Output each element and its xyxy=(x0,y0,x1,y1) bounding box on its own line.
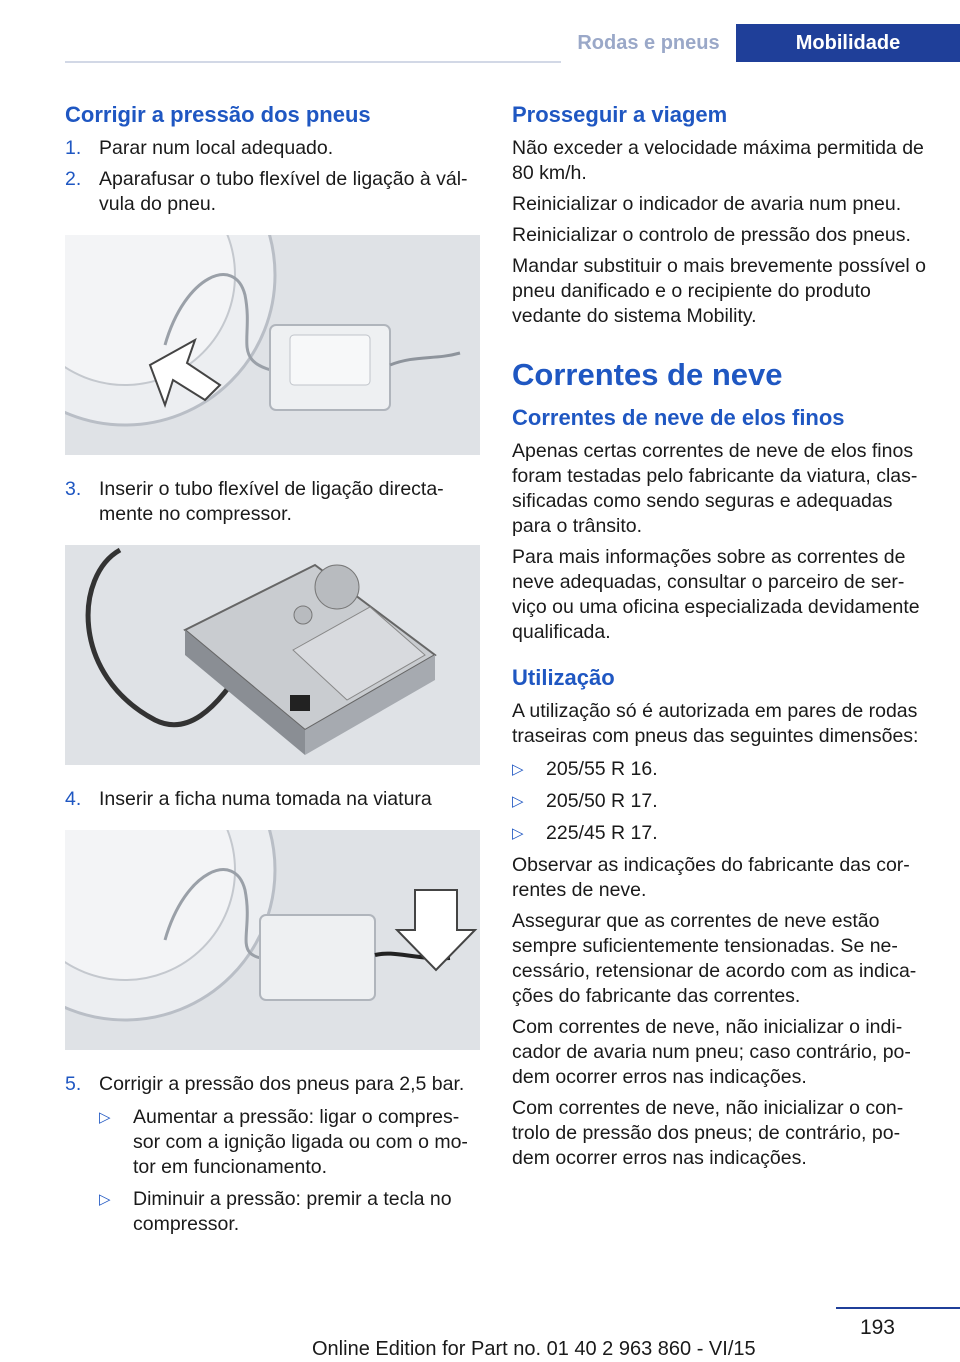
heading-utilizacao: Utilização xyxy=(512,665,615,690)
sub-bullet-decrease-pressure xyxy=(99,1187,480,1237)
bullet-text: Aumentar a pressão: ligar o compres‐ sor com a ignição ligada ou com o mo‐ tor em funcionamento. xyxy=(133,1106,468,1178)
paragraph: A utilização só é autorizada em pares de rodas traseiras com pneus das seguintes dimensões: xyxy=(512,700,919,747)
bullet-text: Diminuir a pressão: premir a tecla no compressor. xyxy=(133,1188,452,1235)
plug-socket-illustration xyxy=(65,830,480,1050)
step-text: Parar num local adequado. xyxy=(99,137,334,159)
step-text: Inserir a ficha numa tomada na viatura xyxy=(99,788,432,810)
step-5-sub-bullets xyxy=(99,1105,480,1237)
figure-hose-to-valve xyxy=(65,235,480,455)
heading-prosseguir-viagem: Prosseguir a viagem xyxy=(512,102,728,127)
step-number: 4. xyxy=(65,788,82,810)
triangle-bullet-icon: ▷ xyxy=(99,1191,111,1208)
compressor-illustration xyxy=(65,545,480,765)
header-section-tab[interactable]: Rodas e pneus xyxy=(577,31,720,54)
paragraph: Apenas certas correntes de neve de elos finos foram testadas pelo fabricante da viatura, clas‐ sificadas como sendo seguras e adequadas para o trânsito. xyxy=(512,440,918,537)
step-text: Corrigir a pressão dos pneus para 2,5 bar. xyxy=(99,1073,465,1095)
header-tabs xyxy=(561,24,960,62)
paragraph: Não exceder a velocidade máxima permitida de 80 km/h. xyxy=(512,137,924,184)
paragraph: Com correntes de neve, não inicializar o indi‐ cador de avaria num pneu; caso contrário, po‐ dem ocorrer erros nas indicações. xyxy=(512,1016,911,1088)
step-number: 3. xyxy=(65,478,82,500)
edition-note: Online Edition for Part no. 01 40 2 963 860 - VI/15 xyxy=(312,1338,756,1360)
step-number: 2. xyxy=(65,168,82,190)
step-text: Aparafusar o tubo flexível de ligação à vál‐ vula do pneu. xyxy=(99,168,468,215)
paragraph: Para mais informações sobre as correntes de neve adequadas, consultar o parceiro de ser‐ viço ou uma oficina especializada devidamente qualificada. xyxy=(512,546,920,643)
step-4 xyxy=(65,787,480,812)
step-2 xyxy=(65,167,480,217)
section-title-correntes: Correntes de neve xyxy=(512,357,783,392)
step-text: Inserir o tubo flexível de ligação directa‐ mente no compressor. xyxy=(99,478,444,525)
right-column xyxy=(512,100,930,1177)
heading-elos-finos: Correntes de neve de elos finos xyxy=(512,405,845,430)
heading-corrigir-pressao: Corrigir a pressão dos pneus xyxy=(65,102,371,127)
step-1 xyxy=(65,136,480,161)
tire-valve-illustration xyxy=(65,235,480,455)
paragraph: Assegurar que as correntes de neve estão sempre suficientemente tensionadas. Se ne‐ cessário, retensionar de acordo com as indica‐ ções do fabricante das correntes. xyxy=(512,910,917,1007)
step-3 xyxy=(65,477,480,527)
page-number: 193 xyxy=(859,1316,895,1339)
bullet-text: 205/50 R 17. xyxy=(546,790,658,812)
bullet-text: 225/45 R 17. xyxy=(546,822,658,844)
tire-size-item xyxy=(512,789,930,814)
paragraph: Mandar substituir o mais brevemente possível o pneu danificado e o recipiente do produto vedante do sistema Mobility. xyxy=(512,255,927,327)
triangle-bullet-icon: ▷ xyxy=(512,793,524,810)
bullet-text: 205/55 R 16. xyxy=(546,758,658,780)
step-number: 1. xyxy=(65,137,82,159)
header-divider xyxy=(65,61,561,63)
step-5 xyxy=(65,1072,480,1097)
triangle-bullet-icon: ▷ xyxy=(99,1109,111,1126)
header-chapter-tab[interactable]: Mobilidade xyxy=(736,24,960,62)
paragraph: Com correntes de neve, não inicializar o con‐ trolo de pressão dos pneus; de contrário, po‐ dem ocorrer erros nas indicações. xyxy=(512,1097,904,1169)
sub-bullet-increase-pressure xyxy=(99,1105,480,1180)
paragraph: Reinicializar o controlo de pressão dos pneus. xyxy=(512,224,911,246)
footer-divider xyxy=(836,1307,960,1309)
tire-size-item xyxy=(512,821,930,846)
tire-size-item xyxy=(512,757,930,782)
step-number: 5. xyxy=(65,1073,82,1095)
paragraph: Reinicializar o indicador de avaria num pneu. xyxy=(512,193,902,215)
paragraph: Observar as indicações do fabricante das cor‐ rentes de neve. xyxy=(512,854,910,901)
left-column xyxy=(65,100,480,1244)
figure-plug-into-socket xyxy=(65,830,480,1050)
triangle-bullet-icon: ▷ xyxy=(512,825,524,842)
figure-hose-to-compressor xyxy=(65,545,480,765)
triangle-bullet-icon: ▷ xyxy=(512,761,524,778)
